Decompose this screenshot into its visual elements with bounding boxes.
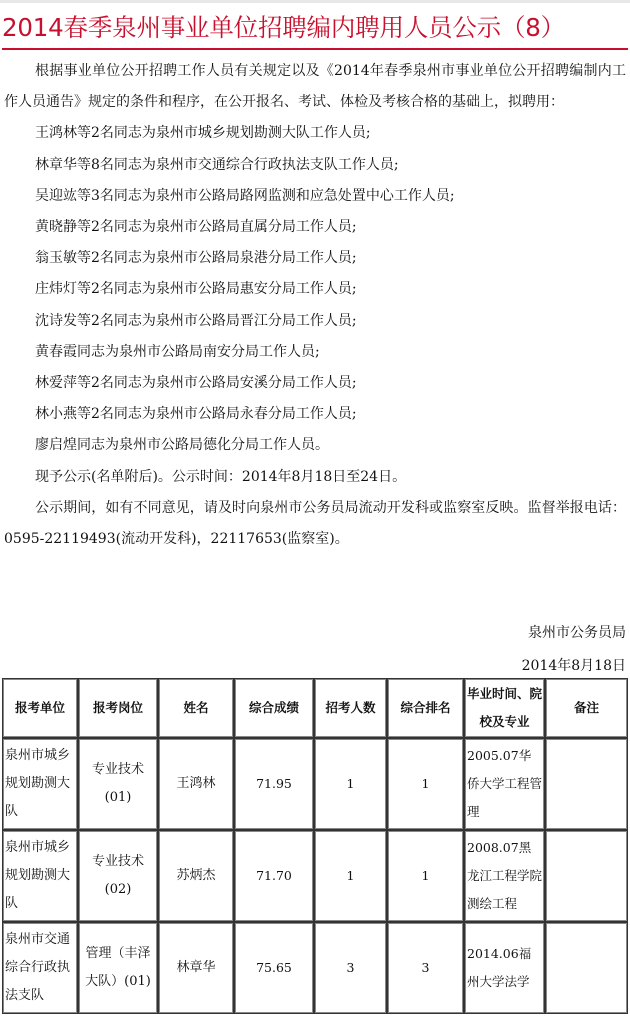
- cell-graduation: 2014.06福州大学法学: [464, 922, 545, 1014]
- hire-line: 林小燕等2名同志为泉州市公路局永春分局工作人员;: [35, 406, 357, 423]
- cell-unit: 泉州市交通综合行政执法支队: [2, 922, 78, 1014]
- table-row: [2, 922, 628, 1014]
- hire-line: 廖启煌同志为泉州市公路局德化分局工作人员。: [35, 437, 329, 454]
- top-edge: [0, 0, 630, 3]
- cell-name: 苏炳杰: [158, 830, 234, 922]
- hire-line: 吴迎竑等3名同志为泉州市公路局路网监测和应急处置中心工作人员;: [35, 187, 455, 204]
- notice-period: 现予公示(名单附后)。公示时间：2014年8月18日至24日。: [35, 468, 407, 485]
- cell-unit: 泉州市城乡规划勘测大队: [2, 830, 78, 922]
- header-name: 姓名: [158, 678, 234, 738]
- header-graduation: 毕业时间、院校及专业: [464, 678, 545, 738]
- report-paragraph: 公示期间，如有不同意见，请及时向泉州市公务员局流动开发科或监察室反映。监督举报电话：0595-22119493(流动开发科)，22117653(监察室)。: [4, 499, 626, 548]
- header-unit: 报考单位: [2, 678, 78, 738]
- cell-rank: 1: [387, 738, 464, 830]
- hire-line: 王鸿林等2名同志为泉州市城乡规划勘测大队工作人员;: [35, 125, 371, 142]
- cell-rank: 3: [387, 922, 464, 1014]
- page-title: 2014春季泉州事业单位招聘编内聘用人员公示（8）: [2, 13, 565, 42]
- hire-line: 沈诗发等2名同志为泉州市公路局晋江分局工作人员;: [35, 312, 357, 329]
- cell-score: 71.95: [234, 738, 314, 830]
- table-row: [2, 830, 628, 922]
- signature-org: 泉州市公务员局: [528, 625, 626, 641]
- cell-graduation: 2005.07华侨大学工程管理: [464, 738, 545, 830]
- notice-body: [4, 56, 626, 555]
- cell-position: 管理（丰泽大队）(01): [78, 922, 158, 1014]
- cell-name: 王鸿林: [158, 738, 234, 830]
- table-header-row: [2, 678, 628, 738]
- intro-paragraph: 根据事业单位公开招聘工作人员有关规定以及《2014年春季泉州市事业单位公开招聘编制内工作人员通告》规定的条件和程序，在公开报名、考试、体检及考核合格的基础上，拟聘用：: [4, 63, 626, 111]
- hire-line: 庄炜灯等2名同志为泉州市公路局惠安分局工作人员;: [35, 281, 357, 298]
- title-underline: [2, 48, 628, 50]
- cell-remarks: [545, 922, 628, 1014]
- cell-rank: 1: [387, 830, 464, 922]
- cell-quota: 1: [314, 738, 387, 830]
- cell-position: 专业技术(02): [78, 830, 158, 922]
- hire-line: 黄春霞同志为泉州市公路局南安分局工作人员;: [35, 343, 320, 360]
- cell-name: 林章华: [158, 922, 234, 1014]
- cell-graduation: 2008.07黑龙江工程学院测绘工程: [464, 830, 545, 922]
- hire-line: 林章华等8名同志为泉州市交通综合行政执法支队工作人员;: [35, 156, 399, 173]
- cell-remarks: [545, 738, 628, 830]
- signature-date: 2014年8月18日: [521, 658, 626, 674]
- header-remarks: 备注: [545, 678, 628, 738]
- cell-unit: 泉州市城乡规划勘测大队: [2, 738, 78, 830]
- table-row: [2, 738, 628, 830]
- header-quota: 招考人数: [314, 678, 387, 738]
- cell-quota: 1: [314, 830, 387, 922]
- hire-line: 黄晓静等2名同志为泉州市公路局直属分局工作人员;: [35, 219, 357, 236]
- header-score: 综合成绩: [234, 678, 314, 738]
- cell-quota: 3: [314, 922, 387, 1014]
- hire-line: 林爱萍等2名同志为泉州市公路局安溪分局工作人员;: [35, 375, 357, 392]
- candidate-table: [2, 678, 628, 1014]
- header-position: 报考岗位: [78, 678, 158, 738]
- cell-score: 75.65: [234, 922, 314, 1014]
- header-rank: 综合排名: [387, 678, 464, 738]
- cell-position: 专业技术(01): [78, 738, 158, 830]
- hire-line: 翁玉敏等2名同志为泉州市公路局泉港分局工作人员;: [35, 250, 357, 267]
- cell-score: 71.70: [234, 830, 314, 922]
- cell-remarks: [545, 830, 628, 922]
